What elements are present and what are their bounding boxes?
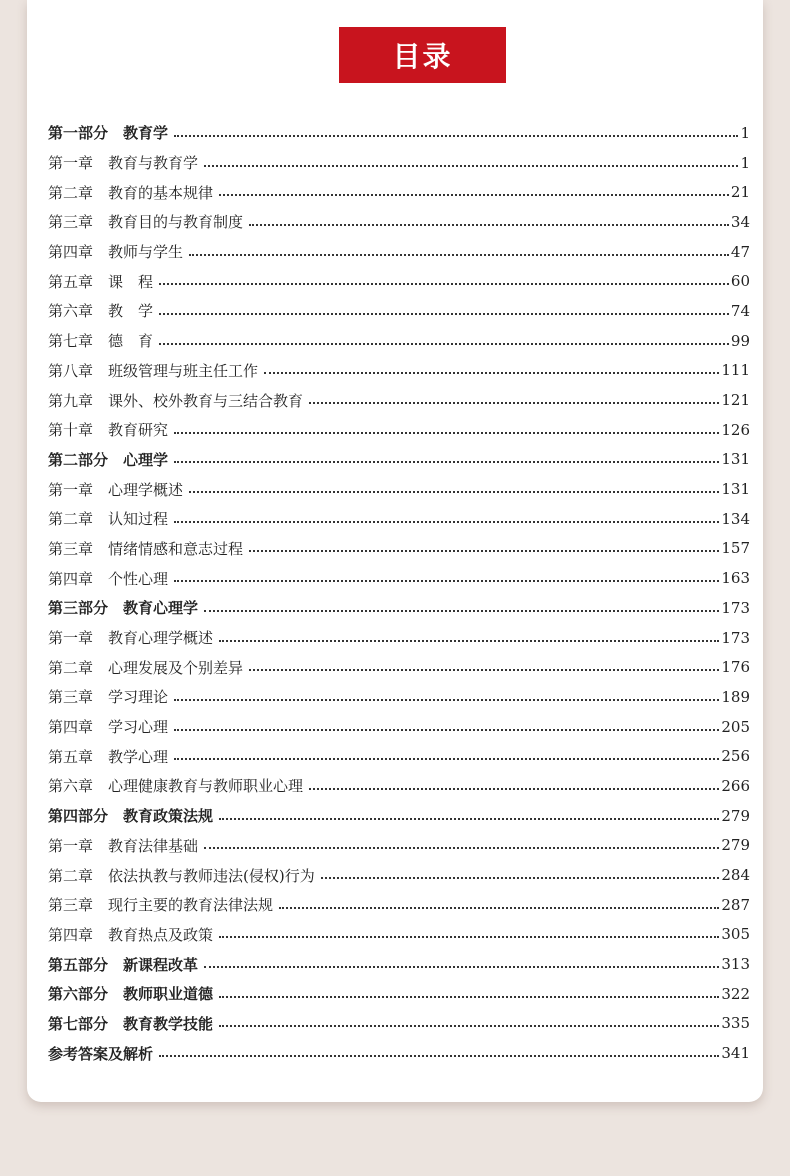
- entry-page-number: 305: [721, 925, 750, 944]
- entry-label: 第一章 心理学概述: [48, 480, 184, 499]
- entry-page-number: 21: [730, 183, 750, 202]
- dot-leader: [159, 343, 729, 345]
- entry-label: 第三部分 教育心理学: [48, 599, 199, 618]
- toc-part-entry: [48, 118, 750, 148]
- entry-page-number: 173: [721, 628, 750, 647]
- toc-chapter-entry: [48, 207, 750, 237]
- toc-chapter-entry: [48, 356, 750, 386]
- toc-chapter-entry: [48, 563, 750, 593]
- entry-page-number: 134: [721, 509, 750, 528]
- toc-part-entry: [48, 801, 750, 831]
- toc-chapter-entry: [48, 237, 750, 267]
- entry-label: 第五章 课 程: [48, 272, 154, 291]
- entry-page-number: 313: [721, 955, 750, 974]
- toc-part-entry: [48, 593, 750, 623]
- dot-leader: [219, 194, 729, 196]
- dot-leader: [204, 847, 719, 849]
- toc-chapter-entry: [48, 682, 750, 712]
- entry-page-number: 341: [721, 1044, 750, 1063]
- toc-chapter-entry: [48, 474, 750, 504]
- toc-part-entry: [48, 445, 750, 475]
- entry-label: 第九章 课外、校外教育与三结合教育: [48, 391, 304, 410]
- dot-leader: [174, 729, 719, 731]
- entry-page-number: 121: [721, 391, 750, 410]
- toc-chapter-entry: [48, 920, 750, 950]
- toc-part-entry: [48, 949, 750, 979]
- dot-leader: [189, 491, 719, 493]
- toc-chapter-entry: [48, 296, 750, 326]
- entry-page-number: 279: [721, 806, 750, 825]
- toc-chapter-entry: [48, 385, 750, 415]
- entry-page-number: 335: [721, 1014, 750, 1033]
- dot-leader: [309, 788, 719, 790]
- entry-label: 第四章 学习心理: [48, 718, 169, 737]
- entry-label: 第二章 依法执教与教师违法(侵权)行为: [48, 866, 315, 885]
- entry-page-number: 111: [721, 361, 750, 380]
- dot-leader: [204, 966, 719, 968]
- entry-page-number: 173: [721, 598, 750, 617]
- dot-leader: [174, 432, 719, 434]
- entry-page-number: 205: [721, 717, 750, 736]
- entry-page-number: 163: [721, 569, 750, 588]
- entry-label: 第六章 教 学: [48, 302, 154, 321]
- entry-label: 第三章 情绪情感和意志过程: [48, 539, 244, 558]
- entry-label: 第二章 教育的基本规律: [48, 183, 214, 202]
- entry-label: 第十章 教育研究: [48, 421, 169, 440]
- dot-leader: [219, 818, 719, 820]
- entry-page-number: 99: [730, 331, 750, 350]
- toc-chapter-entry: [48, 890, 750, 920]
- dot-leader: [174, 135, 738, 137]
- toc-chapter-entry: [48, 415, 750, 445]
- entry-label: 第七章 德 育: [48, 332, 154, 351]
- dot-leader: [219, 936, 719, 938]
- entry-label: 第一章 教育与教育学: [48, 154, 199, 173]
- dot-leader: [174, 461, 719, 463]
- entry-page-number: 284: [721, 866, 750, 885]
- entry-label: 第三章 学习理论: [48, 688, 169, 707]
- dot-leader: [174, 758, 719, 760]
- toc-list: [48, 118, 750, 1068]
- entry-label: 第一章 教育心理学概述: [48, 629, 214, 648]
- toc-part-entry: [48, 1038, 750, 1068]
- entry-label: 第七部分 教育教学技能: [48, 1014, 214, 1033]
- toc-chapter-entry: [48, 177, 750, 207]
- entry-label: 参考答案及解析: [48, 1044, 154, 1063]
- toc-chapter-entry: [48, 712, 750, 742]
- entry-label: 第四章 个性心理: [48, 569, 169, 588]
- entry-label: 第一部分 教育学: [48, 124, 169, 143]
- toc-chapter-entry: [48, 504, 750, 534]
- entry-label: 第五部分 新课程改革: [48, 955, 199, 974]
- entry-page-number: 1: [740, 153, 750, 172]
- entry-page-number: 279: [721, 836, 750, 855]
- toc-chapter-entry: [48, 741, 750, 771]
- toc-chapter-entry: [48, 831, 750, 861]
- dot-leader: [279, 907, 719, 909]
- toc-part-entry: [48, 1009, 750, 1039]
- entry-page-number: 131: [721, 450, 750, 469]
- entry-label: 第四章 教育热点及政策: [48, 925, 214, 944]
- entry-label: 第四部分 教育政策法规: [48, 807, 214, 826]
- dot-leader: [159, 1055, 719, 1057]
- entry-label: 第二章 认知过程: [48, 510, 169, 529]
- dot-leader: [321, 877, 720, 879]
- toc-chapter-entry: [48, 771, 750, 801]
- toc-chapter-entry: [48, 534, 750, 564]
- toc-chapter-entry: [48, 860, 750, 890]
- entry-page-number: 34: [730, 212, 750, 231]
- entry-page-number: 189: [721, 687, 750, 706]
- entry-page-number: 266: [721, 776, 750, 795]
- entry-label: 第二章 心理发展及个别差异: [48, 658, 244, 677]
- dot-leader: [189, 254, 729, 256]
- entry-page-number: 157: [721, 539, 750, 558]
- entry-page-number: 47: [730, 242, 750, 261]
- entry-label: 第五章 教学心理: [48, 747, 169, 766]
- toc-title: 目录: [339, 27, 506, 83]
- dot-leader: [204, 165, 738, 167]
- entry-page-number: 60: [730, 272, 750, 291]
- toc-chapter-entry: [48, 623, 750, 653]
- entry-page-number: 74: [730, 301, 750, 320]
- entry-label: 第六章 心理健康教育与教师职业心理: [48, 777, 304, 796]
- dot-leader: [204, 610, 719, 612]
- entry-label: 第四章 教师与学生: [48, 243, 184, 262]
- entry-page-number: 1: [740, 123, 750, 142]
- entry-label: 第三章 现行主要的教育法律法规: [48, 896, 274, 915]
- entry-label: 第八章 班级管理与班主任工作: [48, 361, 259, 380]
- toc-chapter-entry: [48, 266, 750, 296]
- toc-chapter-entry: [48, 652, 750, 682]
- dot-leader: [174, 521, 719, 523]
- entry-page-number: 176: [721, 658, 750, 677]
- dot-leader: [309, 402, 719, 404]
- entry-label: 第一章 教育法律基础: [48, 836, 199, 855]
- toc-chapter-entry: [48, 148, 750, 178]
- dot-leader: [249, 669, 719, 671]
- entry-page-number: 126: [721, 420, 750, 439]
- entry-label: 第六部分 教师职业道德: [48, 985, 214, 1004]
- dot-leader: [219, 640, 719, 642]
- dot-leader: [264, 372, 719, 374]
- entry-page-number: 287: [721, 895, 750, 914]
- entry-label: 第三章 教育目的与教育制度: [48, 213, 244, 232]
- dot-leader: [249, 224, 729, 226]
- dot-leader: [159, 313, 729, 315]
- dot-leader: [219, 1025, 719, 1027]
- dot-leader: [174, 580, 719, 582]
- entry-page-number: 256: [721, 747, 750, 766]
- toc-chapter-entry: [48, 326, 750, 356]
- dot-leader: [219, 996, 719, 998]
- dot-leader: [174, 699, 719, 701]
- entry-page-number: 131: [721, 480, 750, 499]
- dot-leader: [159, 283, 729, 285]
- dot-leader: [249, 550, 719, 552]
- entry-label: 第二部分 心理学: [48, 450, 169, 469]
- toc-part-entry: [48, 979, 750, 1009]
- entry-page-number: 322: [721, 984, 750, 1003]
